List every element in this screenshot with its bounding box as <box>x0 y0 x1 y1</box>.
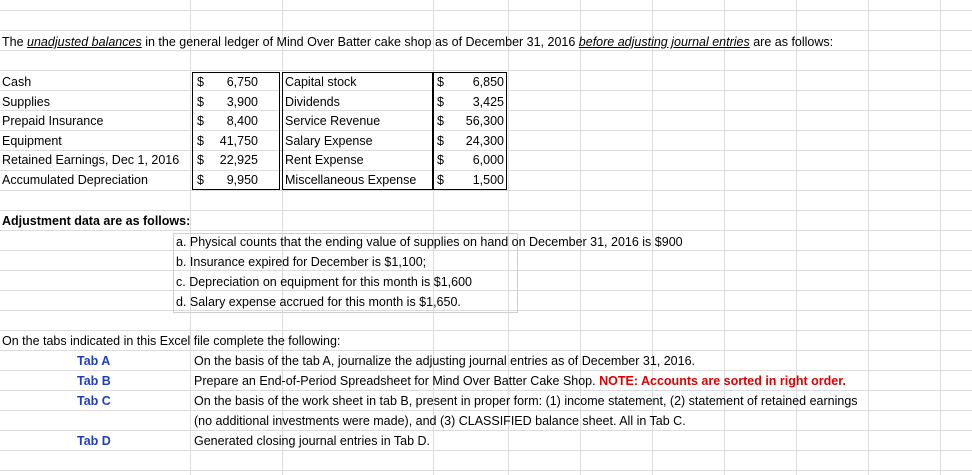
gridline-row <box>0 450 972 451</box>
ledger-right-currency-symbol: $ <box>437 75 444 89</box>
ledger-right-currency-symbol: $ <box>437 153 444 168</box>
ledger-left-account: Prepaid Insurance <box>2 114 104 129</box>
adjustment-item-b: b. Insurance expired for December is $1,100; <box>176 255 427 269</box>
tab-b-note: NOTE: Accounts are sorted in right order. <box>599 374 846 388</box>
adjustment-item-a: a. Physical counts that the ending value of supplies on hand on December 31, 2016 is $900 <box>176 235 683 249</box>
tab-d-text: Generated closing journal entries in Tab D. <box>194 434 431 448</box>
tab-a-text: On the basis of the tab A, journalize the adjusting journal entries as of December 31, 2016. <box>194 354 696 368</box>
tab-b-text: Prepare an End-of-Period Spreadsheet for Mind Over Batter Cake Shop. <box>194 374 596 388</box>
adjustment-heading: Adjustment data are as follows: <box>2 214 191 228</box>
ledger-right-amount: 24,300 <box>465 133 504 148</box>
intro-before-adjusting: before adjusting journal entries <box>578 35 750 49</box>
intro-middle: in the general ledger of Mind Over Batter cake shop as of December 31, 2016 <box>145 35 576 49</box>
ledger-right-account: Capital stock <box>285 75 357 89</box>
adjustment-item-d: d. Salary expense accrued for this month is $1,650. <box>176 295 461 309</box>
gridline-row <box>0 70 972 71</box>
gridline-row <box>0 10 972 11</box>
tabs-intro: On the tabs indicated in this Excel file complete the following: <box>2 334 341 348</box>
ledger-right-account: Service Revenue <box>285 114 381 129</box>
ledger-right-amount: 1,500 <box>472 173 504 187</box>
tab-d-label: Tab D <box>77 434 111 448</box>
gridline-row <box>0 470 972 471</box>
ledger-right-account: Salary Expense <box>285 133 373 148</box>
tab-a-label: Tab A <box>77 354 111 368</box>
gridline-row <box>0 30 972 31</box>
ledger-right-amount: 3,425 <box>472 94 504 109</box>
ledger-left-account: Supplies <box>2 94 50 109</box>
ledger-right-currency-symbol: $ <box>437 173 444 187</box>
ledger-left-amount: 8,400 <box>226 114 258 129</box>
ledger-left-amount: 41,750 <box>219 133 258 148</box>
ledger-right-account: Rent Expense <box>285 153 364 168</box>
ledger-right-account: Dividends <box>285 94 340 109</box>
ledger-left-amount: 22,925 <box>219 153 258 168</box>
ledger-left-account: Equipment <box>2 133 62 148</box>
ledger-left-currency-symbol: $ <box>197 133 204 148</box>
ledger-left-account: Accumulated Depreciation <box>2 173 148 187</box>
ledger-right-currency-symbol: $ <box>437 114 444 129</box>
gridline-row <box>0 190 972 191</box>
tab-b-label: Tab B <box>77 374 111 388</box>
ledger-right-amount: 56,300 <box>465 114 504 129</box>
ledger-right-currency-symbol: $ <box>437 94 444 109</box>
gridline-col <box>868 0 869 475</box>
ledger-left-currency-symbol: $ <box>197 114 204 129</box>
gridline-col <box>940 0 941 475</box>
tab-b-line <box>194 371 846 391</box>
ledger-right-amount: 6,000 <box>472 153 504 168</box>
adjustment-item-c: c. Depreciation on equipment for this month is $1,600 <box>176 275 473 289</box>
ledger-left-currency-symbol: $ <box>197 153 204 168</box>
ledger-left-account: Cash <box>2 75 32 89</box>
ledger-left-currency-symbol: $ <box>197 94 204 109</box>
intro-unadjusted: unadjusted balances <box>27 35 142 49</box>
tab-c-text: On the basis of the work sheet in tab B, present in proper form: (1) income statement, (2) statement of retained earnings <box>194 394 858 408</box>
tab-c-text-2: (no additional investments were made), and (3) CLASSIFIED balance sheet. All in Tab C. <box>194 414 686 428</box>
ledger-left-amount: 9,950 <box>226 173 258 187</box>
ledger-left-currency-symbol: $ <box>197 75 204 89</box>
tab-c-label: Tab C <box>77 394 111 408</box>
ledger-right-account: Miscellaneous Expense <box>285 173 417 187</box>
ledger-left-currency-symbol: $ <box>197 173 204 187</box>
ledger-right-currency-symbol: $ <box>437 133 444 148</box>
ledger-left-amount: 6,750 <box>226 75 258 89</box>
ledger-left-amount: 3,900 <box>226 94 258 109</box>
intro-prefix: The <box>2 35 24 49</box>
intro-line <box>2 32 833 52</box>
ledger-left-account: Retained Earnings, Dec 1, 2016 <box>2 153 180 168</box>
intro-suffix: are as follows: <box>753 35 834 49</box>
ledger-right-amount: 6,850 <box>472 75 504 89</box>
